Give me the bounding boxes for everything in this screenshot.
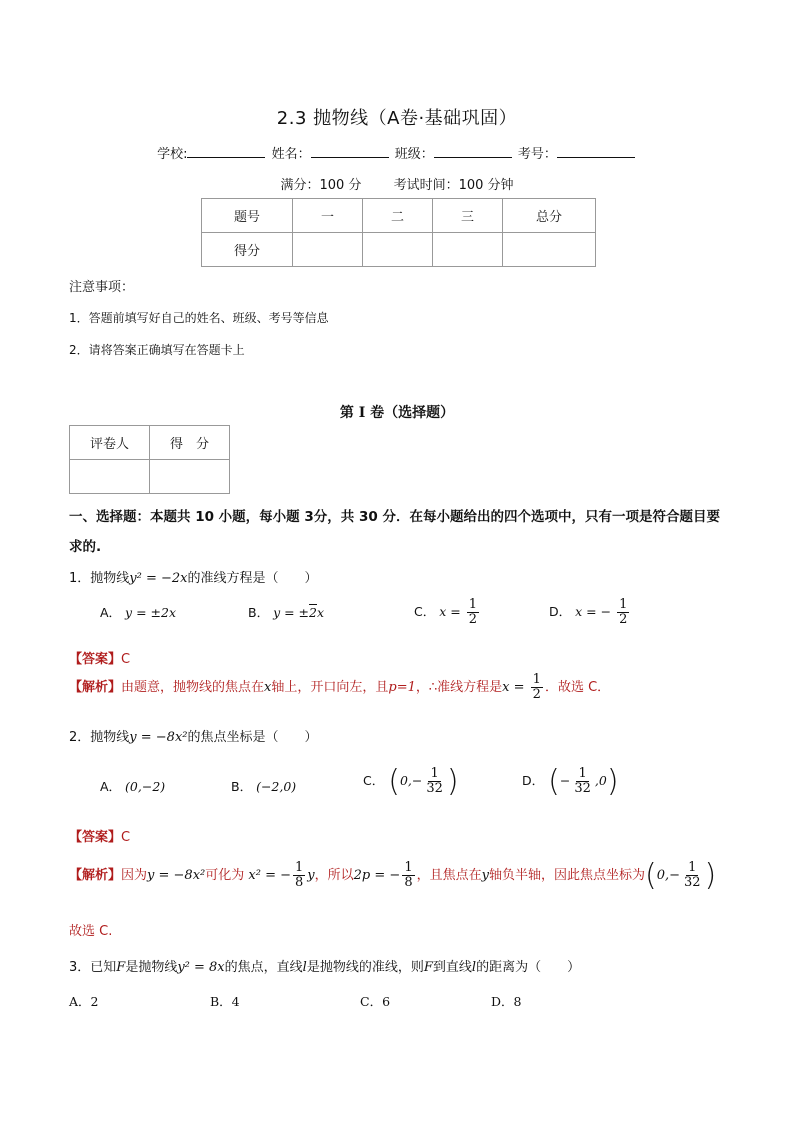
math-expression: y² = 8x [177,960,225,975]
question-2 [69,726,318,745]
grader-table [69,425,230,494]
q1-option-c[interactable] [414,598,481,627]
option-label: C． [414,604,436,619]
option-label: D． [549,604,572,619]
section-title: 第 I 卷（选择题） [339,405,455,421]
denominator: 2 [619,612,628,627]
class-blank[interactable] [434,145,512,158]
question-text: 的焦点坐标是（ ） [187,730,318,745]
denominator: 32 [684,875,701,890]
score-cell[interactable] [433,233,503,267]
analysis-text: 轴上，开口向左，且 [271,680,389,695]
answer-tag: 【答案】 [69,652,122,667]
question-text: 3．已知 [69,960,117,975]
q1-analysis [69,673,749,702]
right-paren: ) [446,764,459,799]
q3-option-b[interactable]: B．4 [210,994,240,1009]
option-label: D． [522,773,545,788]
q2-analysis [69,858,769,893]
school-label: 学校: [157,147,188,162]
math-expression: (0,−2) [125,779,166,794]
option-label: C． [363,773,385,788]
note-item: 2．请将答案正确填写在答题卡上 [69,343,245,357]
exam-no-blank[interactable] [557,145,635,158]
math-var: l [471,960,477,975]
fraction [467,598,479,627]
analysis-text: ．故选 C． [544,680,611,695]
score-header-cell: 一 [293,199,363,233]
question-text: 到直线 [432,960,472,975]
exam-time: 考试时间：100 分钟 [393,178,514,193]
numerator: 1 [404,860,413,875]
question-1 [69,567,318,586]
score-table [201,198,596,267]
q1-option-d[interactable] [549,598,631,627]
note-item: 1．答题前填写好自己的姓名、班级、考号等信息 [69,311,329,325]
score-row-label: 得分 [202,233,293,267]
question-text: 的焦点，直线 [224,960,303,975]
analysis-tag: 【解析】 [69,680,122,695]
analysis-text: 由题意，抛物线的焦点在 [121,680,265,695]
math-expression: (−2,0) [256,779,297,794]
page-title: 2.3 抛物线（A卷·基础巩固） [276,108,518,129]
score-table-header-row [202,199,596,233]
q1-option-b[interactable] [248,603,324,621]
numerator: 1 [619,597,628,612]
math-var: y [307,868,315,883]
fraction [402,861,414,890]
name-blank[interactable] [311,145,389,158]
q2-option-d[interactable] [522,764,619,799]
question-text: 是抛物线的准线，则 [306,960,424,975]
math-expression: − [559,773,571,788]
q1-option-a[interactable] [100,603,176,621]
full-score: 满分：100 分 [280,178,362,193]
score-header-cell: 题号 [202,199,293,233]
question-text: 1．抛物线 [69,571,130,586]
q3-option-d[interactable]: D．8 [491,994,522,1009]
question-text: 2．抛物线 [69,730,130,745]
math-expression: x = [502,680,525,695]
grader-score-label: 得 分 [150,426,230,460]
q3-option-c[interactable]: C．6 [360,994,391,1009]
right-paren: ) [606,764,619,799]
math-var: y [481,868,489,883]
numerator: 1 [468,597,477,612]
math-expression: x = − [575,604,612,619]
math-expression: p=1 [388,680,416,695]
left-paren: ( [388,764,400,799]
fraction [682,861,703,890]
grader-cell[interactable] [70,460,150,494]
score-header-cell: 总分 [503,199,596,233]
numerator: 1 [295,860,304,875]
math-expression: y = −8x² [147,868,206,883]
answer-tag: 【答案】 [69,830,122,845]
math-expression: 0,− [656,868,680,883]
fraction [531,673,543,702]
q2-answer [69,826,130,845]
section-instruction: 一、选择题：本题共 10 小题，每小题 3分，共 30 分．在每小题给出的四个选项中，只有一项是符合题目要求的. [69,509,720,555]
math-expression: y = −8x² [129,730,188,745]
q2-option-a[interactable] [100,777,165,795]
math-var: l [302,960,307,975]
score-cell[interactable] [363,233,433,267]
grader-label: 评卷人 [70,426,150,460]
school-blank[interactable] [187,145,265,158]
notes-heading: 注意事项： [69,280,135,295]
q2-conclusion: 故选 C. [69,924,113,939]
analysis-text: ，所以 [314,868,354,883]
denominator: 32 [574,781,591,796]
option-label: B． [248,605,270,620]
class-label: 班级： [394,147,434,162]
left-paren: ( [644,858,657,893]
numerator: 1 [430,766,439,781]
q1-answer [69,648,130,667]
math-expression: 0,− [399,773,423,788]
denominator: 8 [404,875,413,890]
fraction [293,861,305,890]
math-expression: y = ±2x [125,605,177,620]
q2-option-b[interactable] [231,777,296,795]
q2-option-c[interactable] [363,764,459,799]
answer-value: C [121,830,131,845]
question-text: 的距离为（ ） [476,960,581,975]
denominator: 32 [426,781,443,796]
fraction [424,767,445,796]
sqrt-radicand: 2 [309,605,317,620]
math-expression: x [316,605,325,620]
analysis-tag: 【解析】 [69,868,122,883]
analysis-text: 轴负半轴，因此焦点坐标为 [488,868,645,883]
math-var: x [264,680,272,695]
numerator: 1 [532,672,541,687]
score-header-cell: 二 [363,199,433,233]
denominator: 8 [295,875,304,890]
math-expression: y = ± [273,605,310,620]
analysis-text: ，且焦点在 [416,868,482,883]
score-table-row [202,233,596,267]
math-expression: x² = − [248,868,291,883]
score-header-cell: 三 [433,199,503,233]
math-expression: y² = −2x [129,571,188,586]
option-label: B． [231,779,253,794]
fraction [572,767,593,796]
right-paren: ) [704,858,717,893]
numerator: 1 [688,860,697,875]
math-var: F [116,960,126,975]
numerator: 1 [578,766,587,781]
name-label: 姓名： [271,147,311,162]
analysis-text: 因为 [121,868,148,883]
analysis-text: ，∴准线方程是 [415,680,503,695]
question-text: 的准线方程是（ ） [187,571,318,586]
option-label: A． [100,605,122,620]
option-label: A． [100,779,122,794]
math-expression: 2p = − [353,868,401,883]
grader-score-cell[interactable] [150,460,230,494]
exam-no-label: 考号： [517,147,557,162]
analysis-text: 可化为 [205,868,245,883]
score-cell[interactable] [503,233,596,267]
question-text: 是抛物线 [125,960,178,975]
math-expression: x = [439,604,461,619]
denominator: 2 [532,687,541,702]
fraction [617,598,629,627]
student-info-line [0,143,794,162]
math-var: F [423,960,433,975]
question-3 [69,956,580,975]
denominator: 2 [468,612,477,627]
q3-option-a[interactable]: A．2 [69,994,99,1009]
answer-value: C [121,652,131,667]
score-cell[interactable] [293,233,363,267]
left-paren: ( [548,764,560,799]
exam-meta [0,174,794,193]
math-expression: ,0 [594,773,607,788]
